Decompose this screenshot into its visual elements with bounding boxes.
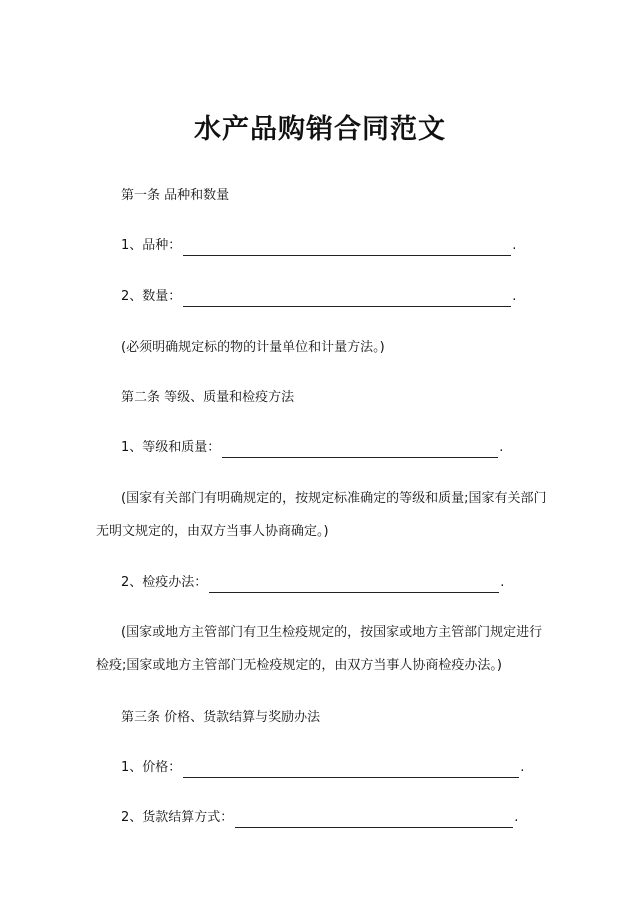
quarantine-end-dot: . bbox=[500, 575, 505, 590]
article-2-note-2-line-1: (国家或地方主管部门有卫生检疫规定的，按国家或地方主管部门规定进行 bbox=[121, 625, 543, 640]
price-label: 1、价格： bbox=[121, 760, 182, 775]
grade-quality-blank-field[interactable] bbox=[222, 443, 498, 458]
quantity-blank-field[interactable] bbox=[183, 292, 511, 307]
article-2-note-1-line-2: 无明文规定的，由双方当事人协商确定。) bbox=[96, 524, 329, 539]
quarantine-label: 2、检疫办法： bbox=[121, 575, 208, 590]
article-1-item-variety bbox=[121, 236, 516, 256]
grade-quality-end-dot: . bbox=[499, 440, 504, 455]
settlement-end-dot: . bbox=[514, 810, 519, 825]
article-2-note-1-line-1: (国家有关部门有明确规定的，按规定标准确定的等级和质量;国家有关部门 bbox=[121, 491, 547, 506]
article-1-note: (必须明确规定标的物的计量单位和计量方法。) bbox=[121, 340, 385, 355]
article-2-item-grade-quality bbox=[121, 438, 503, 458]
article-2-note-2-line-2: 检疫;国家或地方主管部门无检疫规定的，由双方当事人协商检疫办法。) bbox=[96, 658, 502, 673]
document-title: 水产品购销合同范文 bbox=[194, 114, 446, 145]
price-end-dot: . bbox=[520, 760, 525, 775]
quarantine-blank-field[interactable] bbox=[209, 578, 499, 593]
settlement-label: 2、货款结算方式： bbox=[121, 810, 234, 825]
quantity-label: 2、数量： bbox=[121, 289, 182, 304]
grade-quality-label: 1、等级和质量： bbox=[121, 440, 221, 455]
article-3-item-price bbox=[121, 758, 524, 778]
variety-blank-field[interactable] bbox=[183, 241, 511, 256]
article-2-item-quarantine bbox=[121, 573, 504, 593]
article-1-heading: 第一条 品种和数量 bbox=[121, 188, 230, 203]
article-3-heading: 第三条 价格、货款结算与奖励办法 bbox=[121, 710, 321, 725]
settlement-blank-field[interactable] bbox=[235, 813, 513, 828]
article-2-heading: 第二条 等级、质量和检疫方法 bbox=[121, 390, 295, 405]
price-blank-field[interactable] bbox=[183, 763, 519, 778]
variety-end-dot: . bbox=[512, 238, 517, 253]
quantity-end-dot: . bbox=[512, 289, 517, 304]
variety-label: 1、品种： bbox=[121, 238, 182, 253]
article-1-item-quantity bbox=[121, 287, 516, 307]
article-3-item-settlement bbox=[121, 808, 518, 828]
